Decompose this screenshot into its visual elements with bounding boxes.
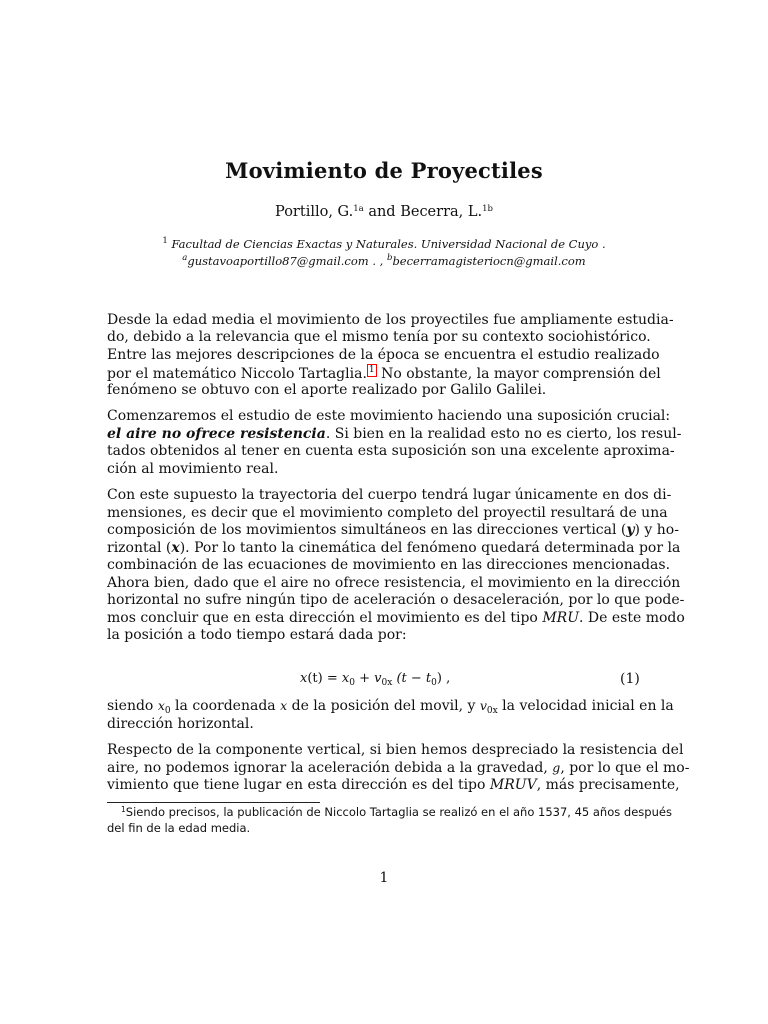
text-line bbox=[107, 698, 674, 716]
paper-title: Movimiento de Proyectiles bbox=[225, 158, 543, 183]
eq-text: (t − t bbox=[392, 671, 432, 686]
text-fragment: , por lo que el mo- bbox=[560, 760, 690, 776]
author-name: Portillo, G. bbox=[275, 204, 354, 220]
email-marker: b bbox=[386, 253, 393, 263]
text-line: Desde la edad media el movimiento de los proyectiles fue ampliamente estudia- bbox=[107, 312, 674, 328]
author-superscript: 1b bbox=[482, 204, 493, 214]
eq-subscript: 0x bbox=[381, 678, 393, 688]
footnote-reference-link[interactable]: 1 bbox=[368, 365, 375, 375]
text-line: Comenzaremos el estudio de este movimiento haciendo una suposición crucial: bbox=[107, 408, 671, 424]
text-line: Con este supuesto la trayectoria del cuerpo tendrá lugar únicamente en dos di- bbox=[107, 487, 672, 503]
italic-term: MRU bbox=[542, 610, 579, 626]
math-subscript: 0 bbox=[164, 706, 171, 716]
text-fragment: . De este modo bbox=[579, 610, 685, 626]
eq-text: = bbox=[322, 671, 342, 686]
text-line: Entre las mejores descripciones de la época se encuentra el estudio realizado bbox=[107, 347, 660, 363]
affiliation-marker: 1 bbox=[162, 236, 168, 246]
email-link[interactable]: gustavoaportillo87@gmail.com . bbox=[187, 254, 377, 268]
text-line bbox=[107, 777, 680, 793]
axis-symbol: y bbox=[626, 522, 635, 538]
text-line: do, debido a la relevancia que el mismo tenía por su contexto sociohistórico. bbox=[107, 329, 651, 345]
author-list bbox=[0, 204, 768, 220]
author-superscript: 1a bbox=[353, 204, 364, 214]
text-line: horizontal no sufre ningún tipo de aceleración o desaceleración, por lo que pode- bbox=[107, 592, 685, 608]
eq-text: + bbox=[354, 671, 375, 686]
math-symbol: x bbox=[280, 698, 288, 713]
email-line: $^a$gustavoaportillo87@gmail.com . , $^b$becerramagisteriocn@gmail.com bbox=[182, 253, 586, 268]
text-line: Ahora bien, dado que el aire no ofrece resistencia, el movimiento en la dirección bbox=[107, 575, 681, 591]
author-name: Becerra, L. bbox=[400, 204, 483, 220]
text-line bbox=[107, 540, 681, 556]
text-line: Respecto de la componente vertical, si bien hemos despreciado la resistencia del bbox=[107, 742, 684, 758]
footnote-rule bbox=[107, 802, 320, 803]
eq-subscript: 0 bbox=[349, 678, 355, 688]
text-line bbox=[107, 610, 685, 626]
math-symbol: x bbox=[157, 698, 165, 713]
text-fragment: No obstante, la mayor comprensión del bbox=[376, 366, 661, 382]
math-subscript: 0x bbox=[486, 706, 498, 716]
text-fragment: vimiento que tiene lugar en esta dirección es del tipo bbox=[107, 777, 490, 793]
eq-text: ) , bbox=[436, 671, 451, 686]
eq-symbol: v bbox=[374, 671, 382, 686]
affiliation-institution: Facultad de Ciencias Exactas y Naturales. Universidad Nacional de Cuyo . bbox=[171, 237, 606, 251]
eq-symbol: x bbox=[341, 671, 350, 686]
equation-number: (1) bbox=[620, 671, 640, 687]
text-fragment: de la posición del movil, y bbox=[287, 698, 480, 714]
footnote-line: del fin de la edad media. bbox=[107, 821, 251, 835]
text-line bbox=[107, 426, 682, 442]
eq-subscript: 0 bbox=[431, 678, 437, 688]
email-marker: a bbox=[182, 253, 188, 263]
text-fragment: ) y ho- bbox=[634, 522, 679, 538]
text-fragment: siendo bbox=[107, 698, 158, 714]
eq-symbol: x bbox=[300, 671, 308, 686]
text-line: tados obtenidos al tener en cuenta esta suposición son una excelente aproxima- bbox=[107, 443, 675, 459]
eq-text: (t) bbox=[307, 671, 323, 686]
text-fragment: composición de los movimientos simultáneos en las direcciones vertical ( bbox=[107, 522, 627, 538]
emphasis-text: el aire no ofrece resistencia bbox=[107, 426, 326, 442]
text-fragment: la velocidad inicial en la bbox=[497, 698, 674, 714]
text-fragment: rizontal ( bbox=[107, 540, 172, 556]
text-line: dirección horizontal. bbox=[107, 716, 254, 732]
text-line: ción al movimiento real. bbox=[107, 461, 279, 477]
footnote-marker: 1 bbox=[121, 805, 126, 814]
axis-symbol: x bbox=[171, 540, 180, 556]
text-line: fenómeno se obtuvo con el aporte realizado por Galilo Galilei. bbox=[107, 382, 547, 398]
equation bbox=[300, 671, 450, 686]
italic-term: MRUV bbox=[489, 777, 537, 793]
text-fragment: por el matemático Niccolo Tartaglia. bbox=[107, 366, 367, 382]
page-number: 1 bbox=[379, 870, 389, 886]
affiliation-block bbox=[0, 236, 768, 270]
text-fragment: mos concluir que en esta dirección el movimiento es del tipo bbox=[107, 610, 543, 626]
math-symbol: g bbox=[552, 760, 561, 775]
text-fragment: . Si bien en la realidad esto no es cierto, los resul- bbox=[325, 426, 682, 442]
text-line bbox=[107, 364, 661, 382]
math-symbol: v bbox=[479, 698, 487, 713]
affiliation-line bbox=[0, 236, 768, 253]
text-fragment: ). Por lo tanto la cinemática del fenómeno quedará determinada por la bbox=[179, 540, 681, 556]
text-fragment: , más precisamente, bbox=[536, 777, 680, 793]
footnote-text: Siendo precisos, la publicación de Niccolo Tartaglia se realizó en el año 1537, 45 años después bbox=[125, 805, 672, 819]
author-conjunction: and bbox=[368, 204, 396, 220]
text-line: combinación de las ecuaciones de movimiento en las direcciones mencionadas. bbox=[107, 557, 671, 573]
text-fragment: aire, no podemos ignorar la aceleración debida a la gravedad, bbox=[107, 760, 553, 776]
text-line bbox=[107, 522, 679, 538]
text-line bbox=[107, 760, 690, 776]
text-fragment: la coordenada bbox=[170, 698, 281, 714]
text-line: la posición a todo tiempo estará dada por: bbox=[107, 627, 407, 643]
email-link[interactable]: becerramagisteriocn@gmail.com bbox=[392, 254, 586, 268]
text-line: mensiones, es decir que el movimiento completo del proyectil resultará de una bbox=[107, 505, 668, 521]
footnote-line bbox=[121, 805, 672, 819]
